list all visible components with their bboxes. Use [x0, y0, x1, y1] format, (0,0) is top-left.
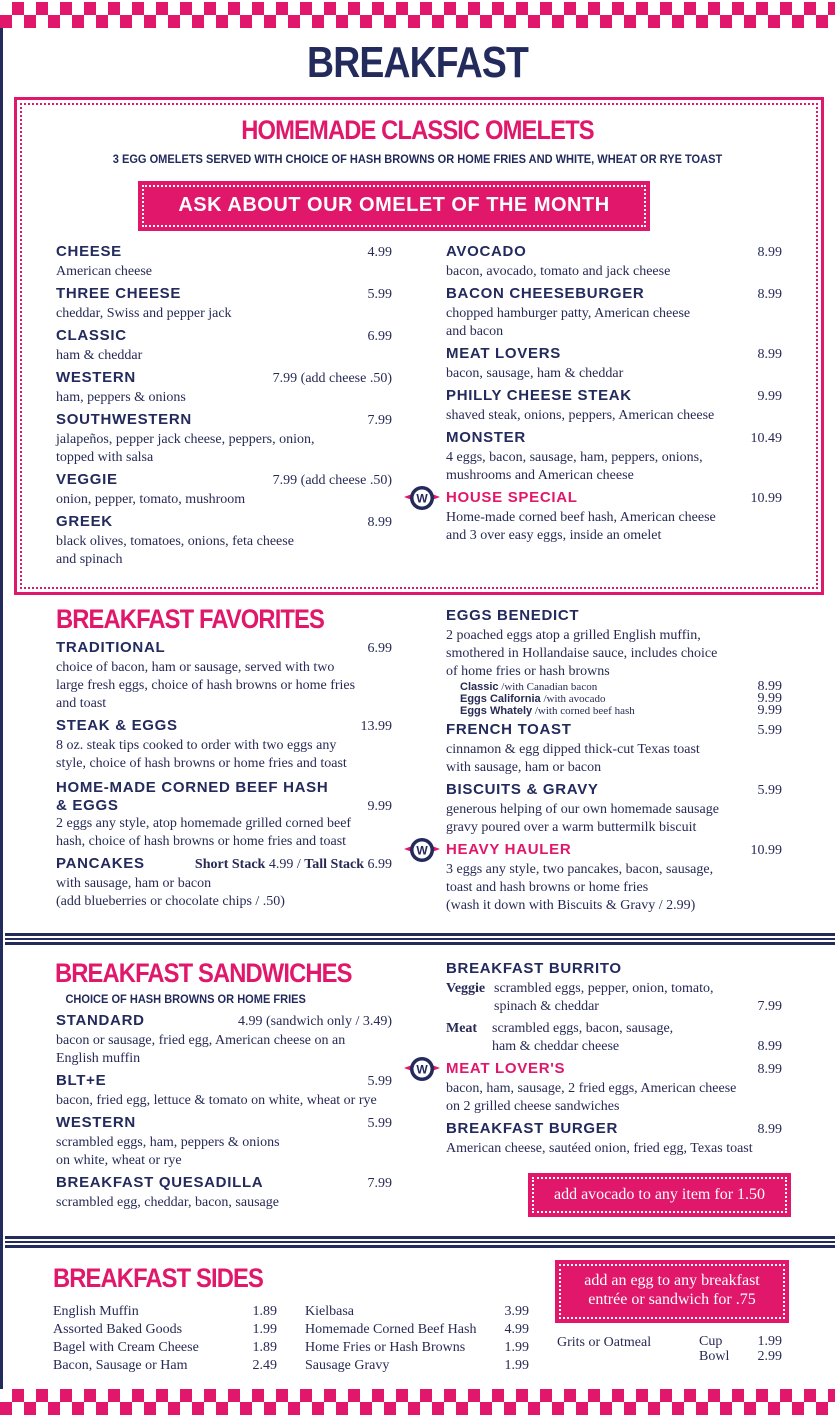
omelet-of-month-banner — [138, 181, 650, 231]
item-price: 8.99 — [757, 1062, 782, 1077]
menu-item-pancakes — [56, 855, 392, 911]
veggie-price: 7.99 — [757, 999, 782, 1014]
grits-item — [557, 1334, 782, 1364]
sub-item — [446, 705, 782, 717]
menu-item — [56, 471, 392, 509]
menu-item — [56, 1012, 392, 1068]
item-name: MONSTER — [446, 429, 526, 446]
item-name: HOME-MADE CORNED BEEF HASH & EGGS — [56, 779, 329, 814]
item-price: 5.99 — [757, 723, 782, 738]
item-description: 4 eggs, bacon, sausage, ham, peppers, onions, mushrooms and American cheese — [446, 450, 703, 483]
side-name: Bagel with Cream Cheese — [53, 1340, 199, 1355]
sub-item-desc: /with Canadian bacon — [498, 681, 598, 693]
side-item — [305, 1357, 529, 1375]
grits-name: Grits or Oatmeal — [557, 1335, 652, 1350]
item-row — [56, 471, 392, 491]
favorites-right-column — [416, 607, 782, 919]
egg-promo-box — [555, 1260, 789, 1323]
sub-item-desc: /with corned beef hash — [532, 705, 635, 717]
item-row — [446, 721, 782, 741]
item-row — [56, 243, 392, 263]
menu-item — [56, 513, 392, 569]
omelets-right-column — [416, 243, 782, 549]
item-name: WESTERN — [56, 369, 136, 386]
menu-item — [446, 781, 782, 837]
side-price: 1.89 — [252, 1340, 277, 1355]
item-price: 5.99 — [757, 783, 782, 798]
item-row — [446, 243, 782, 263]
item-name: PANCAKES — [56, 855, 145, 872]
sub-item — [446, 693, 782, 705]
side-item — [53, 1321, 277, 1339]
item-price: 5.99 — [367, 1116, 392, 1131]
item-row — [446, 489, 782, 509]
sub-item-price: 8.99 — [757, 679, 782, 694]
item-row — [56, 369, 392, 389]
item-description: onion, pepper, tomato, mushroom — [56, 492, 246, 507]
item-description: generous helping of our own homemade sausage gravy poured over a warm buttermilk biscuit — [446, 802, 719, 835]
omelets-subheading: 3 EGG OMELETS SERVED WITH CHOICE OF HASH BROWNS OR HOME FRIES AND WHITE, WHEAT OR RYE TOAST — [112, 152, 723, 166]
item-description: 3 eggs any style, two pancakes, bacon, sausage, toast and hash browns or home fries (wash it down with Biscuits & Gravy / 2.99) — [446, 862, 714, 913]
w-emblem-icon — [404, 485, 440, 511]
item-price: 10.99 — [750, 843, 782, 858]
menu-item — [56, 717, 392, 773]
menu-item — [446, 721, 782, 777]
bowl-price: 2.99 — [757, 1349, 782, 1364]
left-border — [0, 28, 3, 1390]
side-price: 4.99 — [504, 1322, 529, 1337]
item-price: 8.99 — [757, 245, 782, 260]
item-description: chopped hamburger patty, American cheese and bacon — [446, 306, 691, 339]
side-price: 1.89 — [252, 1304, 277, 1319]
menu-item — [446, 607, 782, 717]
item-row — [446, 429, 782, 449]
side-name: Home Fries or Hash Browns — [305, 1340, 466, 1355]
item-name: HEAVY HAULER — [446, 841, 572, 858]
item-name: CLASSIC — [56, 327, 127, 344]
item-price: 5.99 — [367, 287, 392, 302]
item-name: TRADITIONAL — [56, 639, 166, 656]
favorites-heading: BREAKFAST FAVORITES — [56, 604, 324, 634]
meat-label: Meat — [446, 1021, 478, 1036]
side-price: 3.99 — [504, 1304, 529, 1319]
menu-item — [446, 243, 782, 281]
item-name: BREAKFAST BURGER — [446, 1120, 619, 1137]
section-divider — [5, 933, 835, 945]
item-description: bacon or sausage, fried egg, American cheese on an English muffin — [56, 1033, 346, 1066]
item-description: bacon, sausage, ham & cheddar — [446, 366, 624, 381]
item-name: GREEK — [56, 513, 113, 530]
sides-column-2 — [305, 1303, 529, 1375]
item-description: bacon, avocado, tomato and jack cheese — [446, 264, 671, 279]
item-description: American cheese, sautéed onion, fried egg, Texas toast — [446, 1141, 753, 1156]
menu-item — [56, 1072, 392, 1110]
item-row — [56, 513, 392, 533]
side-item — [53, 1339, 277, 1357]
item-name: BACON CHEESEBURGER — [446, 285, 645, 302]
sub-item-desc: /with avocado — [540, 693, 606, 705]
sandwiches-subheading: CHOICE OF HASH BROWNS OR HOME FRIES — [65, 992, 306, 1006]
item-description: jalapeños, pepper jack cheese, peppers, onion, topped with salsa — [56, 432, 315, 465]
item-description: bacon, ham, sausage, 2 fried eggs, American cheese on 2 grilled cheese sandwiches — [446, 1081, 737, 1114]
item-price: 7.99 (add cheese .50) — [272, 371, 392, 386]
item-name: HOUSE SPECIAL — [446, 489, 578, 506]
sides-heading: BREAKFAST SIDES — [53, 1263, 263, 1293]
item-price: 7.99 — [367, 413, 392, 428]
section-divider — [5, 1236, 835, 1248]
w-emblem-icon — [404, 1056, 440, 1082]
item-name: BREAKFAST BURRITO — [446, 960, 622, 977]
item-row — [446, 1120, 782, 1140]
page-title: BREAKFAST — [307, 38, 528, 87]
avocado-promo-box — [528, 1173, 791, 1217]
menu-item — [56, 1114, 392, 1170]
item-description: 2 poached eggs atop a grilled English muffin, smothered in Hollandaise sauce, includes choice of home fries or hash browns — [446, 628, 718, 679]
item-price: 4.99 (sandwich only / 3.49) — [238, 1014, 392, 1029]
menu-item — [446, 1120, 782, 1158]
item-name: VEGGIE — [56, 471, 118, 488]
meat-price: 8.99 — [757, 1039, 782, 1054]
menu-item — [416, 1060, 782, 1116]
item-name: BISCUITS & GRAVY — [446, 781, 599, 798]
side-price: 1.99 — [252, 1322, 277, 1337]
omelet-of-month-text: ASK ABOUT OUR OMELET OF THE MONTH — [178, 194, 610, 216]
veggie-label: Veggie — [446, 981, 486, 996]
sandwiches-right-list — [416, 1060, 782, 1158]
item-name: BLT+E — [56, 1072, 107, 1089]
sub-item-label — [460, 693, 605, 705]
item-row — [56, 639, 392, 659]
omelets-subheading-wrap — [0, 152, 835, 166]
side-price: 1.99 — [504, 1340, 529, 1355]
item-price: 7.99 (add cheese .50) — [272, 473, 392, 488]
side-item — [53, 1303, 277, 1321]
item-price: 8.99 — [757, 287, 782, 302]
side-name: Bacon, Sausage or Ham — [53, 1358, 188, 1373]
favorites-left-list — [56, 639, 392, 851]
item-price: 10.49 — [750, 431, 782, 446]
menu-item — [56, 243, 392, 281]
menu-item — [446, 285, 782, 341]
item-description: Home-made corned beef hash, American cheese and 3 over easy eggs, inside an omelet — [446, 510, 716, 543]
sandwiches-left-column — [56, 1012, 392, 1216]
item-row — [446, 285, 782, 305]
item-name: CHEESE — [56, 243, 122, 260]
side-name: Assorted Baked Goods — [53, 1322, 183, 1337]
checker-border-top — [0, 2, 835, 28]
item-row — [56, 411, 392, 431]
menu-item-breakfast-burrito — [446, 960, 782, 1056]
bowl-label: Bowl — [699, 1349, 730, 1364]
item-name: MEAT LOVERS — [446, 345, 561, 362]
cup-price: 1.99 — [757, 1334, 782, 1349]
avocado-promo-text: add avocado to any item for 1.50 — [553, 1186, 766, 1203]
sub-item — [446, 681, 782, 693]
side-name: Kielbasa — [305, 1304, 354, 1319]
item-name: STEAK & EGGS — [56, 717, 178, 734]
item-price: 7.99 — [367, 1176, 392, 1191]
menu-item — [446, 387, 782, 425]
tall-stack-price: 6.99 — [367, 857, 392, 872]
item-description: American cheese — [56, 264, 152, 279]
item-price: 4.99 — [367, 245, 392, 260]
item-name: WESTERN — [56, 1114, 136, 1131]
menu-item — [56, 411, 392, 467]
item-description: scrambled egg, cheddar, bacon, sausage — [56, 1195, 279, 1210]
sub-item-price: 9.99 — [757, 703, 782, 718]
item-row — [446, 607, 782, 627]
item-price: 8.99 — [757, 347, 782, 362]
item-name: PHILLY CHEESE STEAK — [446, 387, 632, 404]
item-row — [446, 1060, 782, 1080]
item-name: EGGS BENEDICT — [446, 607, 580, 624]
item-row — [56, 1012, 392, 1032]
short-stack-label: Short Stack — [194, 857, 266, 872]
side-name: English Muffin — [53, 1304, 139, 1319]
menu-item — [56, 639, 392, 713]
sub-item-label — [460, 681, 597, 693]
item-price: 13.99 — [360, 719, 392, 734]
item-description: ham, peppers & onions — [56, 390, 186, 405]
menu-item — [56, 777, 392, 851]
item-name: FRENCH TOAST — [446, 721, 572, 738]
item-row — [446, 345, 782, 365]
item-name: MEAT LOVER'S — [446, 1060, 566, 1077]
item-price: 8.99 — [757, 1122, 782, 1137]
side-name: Sausage Gravy — [305, 1358, 390, 1373]
omelets-heading: HOMEMADE CLASSIC OMELETS — [241, 115, 594, 145]
item-description: with sausage, ham or bacon (add blueberries or chocolate chips / .50) — [56, 876, 285, 909]
sides-column-1 — [53, 1303, 277, 1375]
item-row — [56, 1072, 392, 1092]
item-row — [56, 777, 392, 815]
w-emblem-icon — [404, 837, 440, 863]
item-name: AVOCADO — [446, 243, 527, 260]
side-item — [305, 1303, 529, 1321]
sub-item-price: 9.99 — [757, 691, 782, 706]
side-price: 2.49 — [252, 1358, 277, 1373]
side-price: 1.99 — [504, 1358, 529, 1373]
item-row — [446, 387, 782, 407]
sandwiches-right-column — [416, 960, 782, 1162]
sub-item-name: Eggs Whately — [460, 705, 533, 717]
item-description: cinnamon & egg dipped thick-cut Texas toast with sausage, ham or bacon — [446, 742, 700, 775]
item-description: choice of bacon, ham or sausage, served with two large fresh eggs, choice of hash browns or home fries and toast — [56, 660, 356, 711]
sub-item-name: Classic — [460, 681, 499, 693]
item-description: cheddar, Swiss and pepper jack — [56, 306, 232, 321]
sandwiches-heading: BREAKFAST SANDWICHES — [55, 958, 352, 988]
item-row — [56, 717, 392, 737]
item-row — [446, 841, 782, 861]
item-name: THREE CHEESE — [56, 285, 182, 302]
omelets-left-column — [56, 243, 392, 573]
item-name: STANDARD — [56, 1012, 145, 1029]
short-stack-price: 4.99 / — [268, 857, 301, 872]
item-row — [56, 327, 392, 347]
item-description: shaved steak, onions, peppers, American cheese — [446, 408, 715, 423]
veggie-description: scrambled eggs, pepper, onion, tomato, spinach & cheddar — [494, 981, 714, 1014]
cup-label: Cup — [699, 1334, 723, 1349]
omelets-heading-wrap — [0, 115, 835, 146]
sub-item-name: Eggs California — [460, 693, 541, 705]
item-description: 8 oz. steak tips cooked to order with two eggs any style, choice of hash browns or home fries and toast — [56, 738, 347, 771]
menu-item — [416, 841, 782, 915]
item-description: 2 eggs any style, atop homemade grilled corned beef hash, choice of hash browns or home fries and toast — [56, 816, 352, 849]
menu-item — [56, 327, 392, 365]
side-item — [305, 1321, 529, 1339]
item-description: black olives, tomatoes, onions, feta cheese and spinach — [56, 534, 294, 567]
side-item — [305, 1339, 529, 1357]
item-price: 9.99 — [757, 389, 782, 404]
item-description: bacon, fried egg, lettuce & tomato on white, wheat or rye — [56, 1093, 377, 1108]
checker-border-bottom — [0, 1389, 835, 1415]
item-name: SOUTHWESTERN — [56, 411, 192, 428]
menu-item — [56, 285, 392, 323]
menu-item — [446, 345, 782, 383]
menu-item — [56, 1174, 392, 1212]
item-row — [56, 1174, 392, 1194]
svg-text:W: W — [416, 491, 428, 506]
item-description: scrambled eggs, ham, peppers & onions on white, wheat or rye — [56, 1135, 280, 1168]
item-description: ham & cheddar — [56, 348, 143, 363]
tall-stack-label: Tall Stack — [304, 857, 364, 872]
item-price: 6.99 — [367, 329, 392, 344]
side-name: Homemade Corned Beef Hash — [305, 1322, 477, 1337]
item-price — [195, 857, 392, 873]
svg-text:W: W — [416, 1062, 428, 1077]
favorites-left-column — [56, 639, 392, 915]
menu-item — [56, 369, 392, 407]
item-price: 5.99 — [367, 1074, 392, 1089]
item-row — [56, 285, 392, 305]
item-name: BREAKFAST QUESADILLA — [56, 1174, 264, 1191]
item-row — [446, 781, 782, 801]
item-price: 6.99 — [367, 641, 392, 656]
item-price: 9.99 — [367, 799, 392, 814]
item-price: 8.99 — [367, 515, 392, 530]
menu-item — [416, 489, 782, 545]
side-item — [53, 1357, 277, 1375]
egg-promo-text: add an egg to any breakfast entrée or sandwich for .75 — [584, 1272, 760, 1308]
meat-description: scrambled eggs, bacon, sausage, ham & cheddar cheese — [492, 1021, 674, 1054]
sub-item-label — [460, 705, 635, 717]
item-row — [56, 1114, 392, 1134]
menu-item — [446, 429, 782, 485]
svg-text:W: W — [416, 843, 428, 858]
item-price: 10.99 — [750, 491, 782, 506]
